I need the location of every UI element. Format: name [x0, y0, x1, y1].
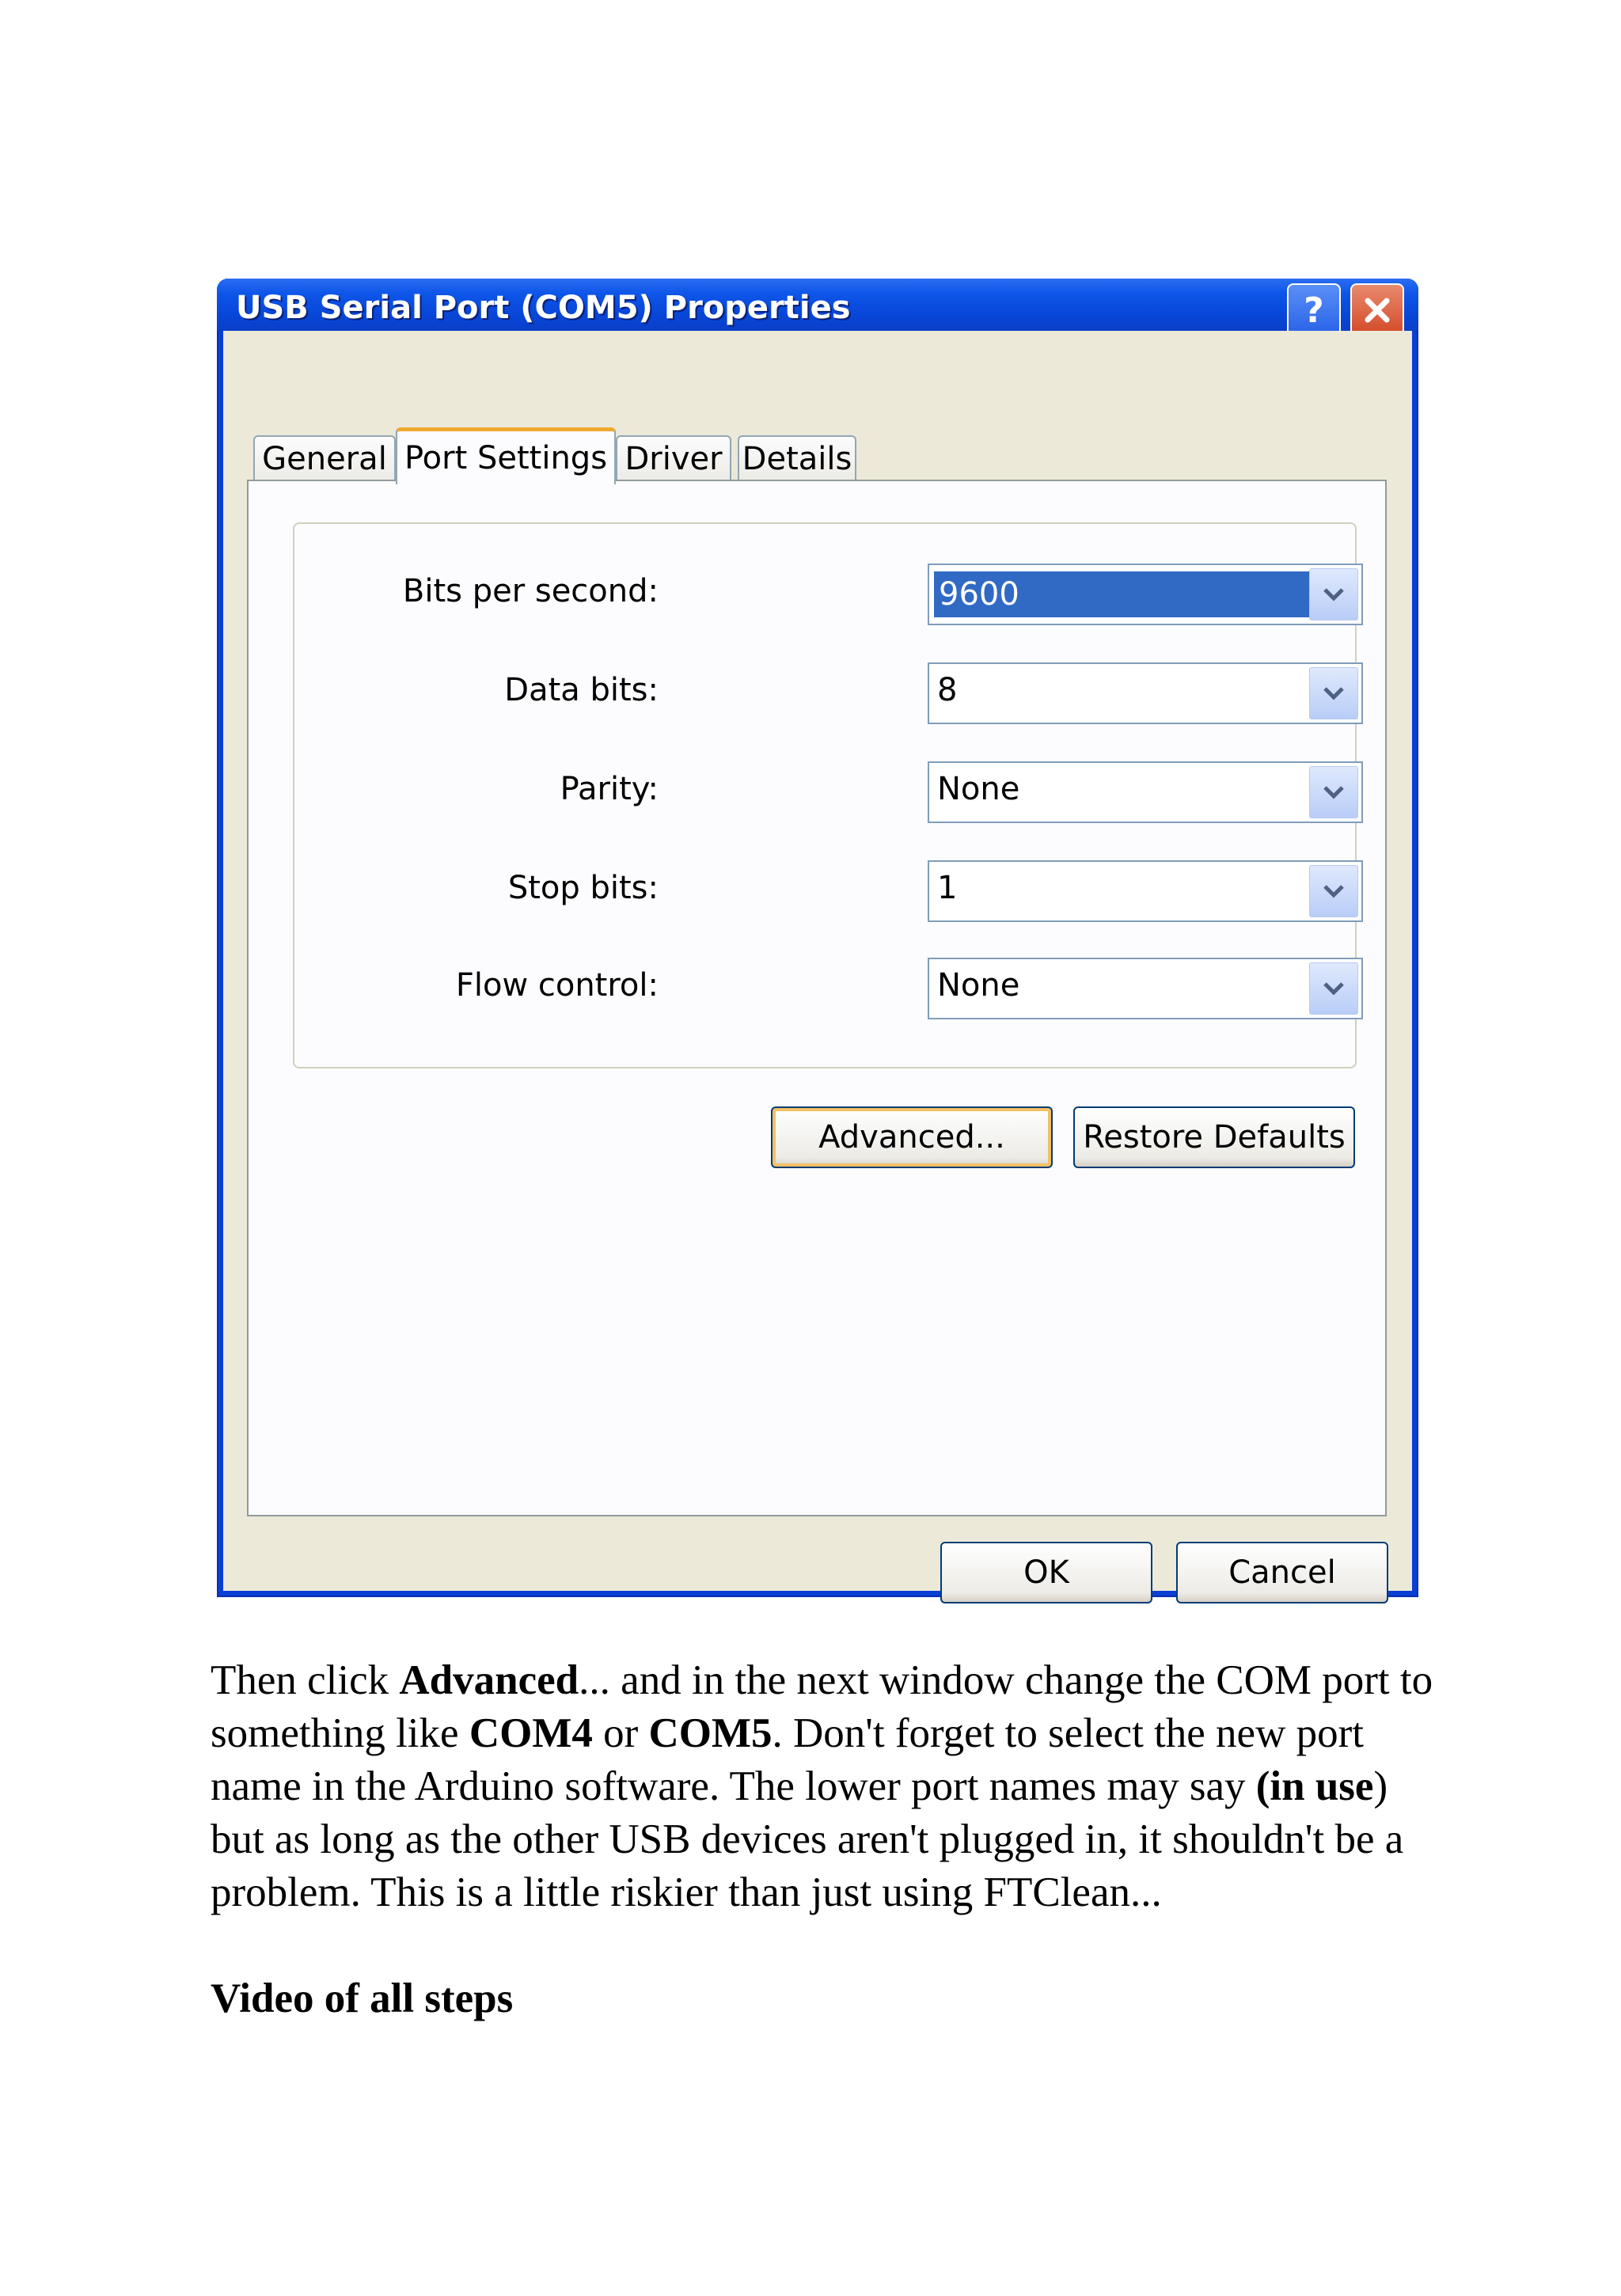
tab-general[interactable]: General [253, 435, 396, 481]
data-bits-dropdown[interactable] [928, 662, 1363, 724]
tab-driver[interactable]: Driver [616, 435, 731, 481]
flow-control-dropdown[interactable] [928, 958, 1363, 1019]
com5-emphasis: COM5 [648, 1710, 773, 1756]
chevron-down-icon[interactable] [1309, 568, 1358, 620]
data-bits-label: Data bits: [504, 672, 659, 708]
chevron-down-icon[interactable] [1309, 667, 1358, 719]
stop-bits-label: Stop bits: [507, 870, 659, 906]
bits-per-second-value: 9600 [934, 571, 1311, 617]
text-segment: or [592, 1710, 649, 1756]
restore-defaults-button[interactable]: Restore Defaults [1073, 1106, 1355, 1168]
stop-bits-dropdown[interactable] [928, 860, 1363, 922]
in-use-emphasis: (in use [1255, 1763, 1374, 1809]
cancel-button[interactable]: Cancel [1176, 1542, 1388, 1603]
advanced-emphasis: Advanced [399, 1657, 579, 1703]
flow-control-label: Flow control: [455, 967, 659, 1004]
title-bar[interactable] [217, 279, 1418, 331]
properties-dialog [217, 279, 1418, 1597]
ok-button[interactable]: OK [940, 1542, 1152, 1603]
text-segment: ) but as long as the other USB devices aren't plugged in, it shouldn't be a problem. This is a little riskier than just using FTClean... [211, 1763, 1404, 1915]
parity-label: Parity: [560, 771, 659, 807]
text-segment: . Don't forget to select the new port name in the Arduino software. The lower port names may say [211, 1710, 1364, 1809]
advanced-button[interactable]: Advanced... [771, 1106, 1053, 1168]
help-icon[interactable]: ? [1287, 283, 1341, 337]
parity-value: None [937, 771, 1020, 807]
chevron-down-icon[interactable] [1309, 766, 1358, 818]
parity-dropdown[interactable] [928, 761, 1363, 823]
chevron-down-icon[interactable] [1309, 865, 1358, 917]
text-segment: ... and in the next window change the COM port to something like [211, 1657, 1433, 1756]
data-bits-value: 8 [937, 672, 958, 708]
tab-port-settings[interactable]: Port Settings [396, 427, 616, 484]
settings-group [293, 522, 1357, 1068]
tab-details[interactable]: Details [738, 435, 856, 481]
bits-per-second-dropdown[interactable] [928, 564, 1363, 625]
video-link[interactable]: Video of all steps [211, 1975, 514, 2021]
port-settings-panel [247, 480, 1387, 1516]
chevron-down-icon[interactable] [1309, 962, 1358, 1015]
bits-per-second-label: Bits per second: [402, 573, 659, 609]
text-segment: Then click [211, 1657, 400, 1703]
instruction-paragraph [211, 1654, 1445, 1919]
stop-bits-value: 1 [937, 870, 958, 906]
com4-emphasis: COM4 [469, 1710, 593, 1756]
close-icon[interactable] [1350, 283, 1404, 337]
flow-control-value: None [937, 967, 1020, 1004]
dialog-client-area [223, 331, 1412, 1591]
window-title: USB Serial Port (COM5) Properties [236, 290, 851, 326]
